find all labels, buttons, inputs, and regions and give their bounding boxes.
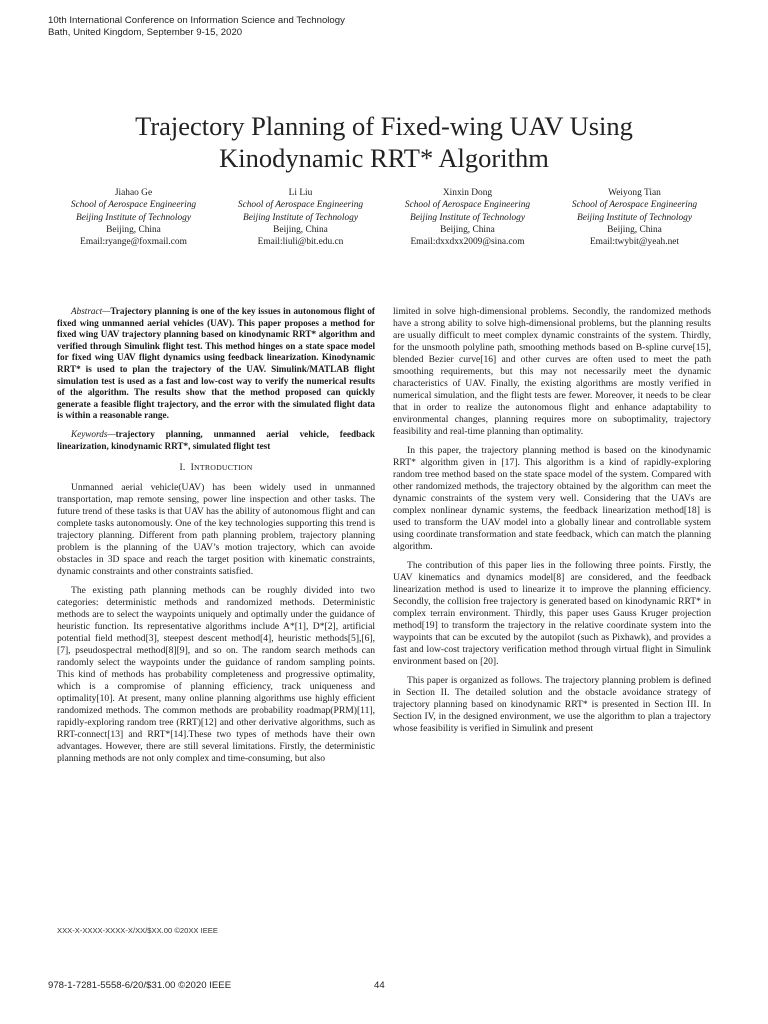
author-institute: Beijing Institute of Technology: [409, 212, 525, 223]
abstract-label: Abstract—: [71, 306, 111, 316]
body-paragraph: limited in solve high-dimensional problems. Secondly, the randomized methods have a strong ability to solve high-dimensional problems, but the planning results are usually difficult to meet complex dynamic constraints of the system. Thirdly, for the unsmooth polyline path, smoothing methods based on B-spline curve[15], blended Bezier curve[16] and other curves are often used to meet the path smoothing requirements, but this may not necessarily meet the dynamic characteristics of UAV. Finally, the existing algorithms are mostly verified in numerical simulation, and the flight tests are fewer. Moreover, it needs to be clear that in order to realize the autonomous flight and enhance adaptability to environmental changes, planning requires more on suboptimality, trajectory feasibility and real-time planning than optimality.: [393, 306, 711, 437]
page-number: 44: [374, 980, 385, 991]
author-department: School of Aerospace Engineering: [237, 200, 364, 211]
section-title-rest: NTRODUCTION: [194, 463, 253, 473]
author-list: [50, 187, 718, 248]
body-paragraph: In this paper, the trajectory planning method is based on the kinodynamic RRT* algorithm given in [17]. This algorithm is a kind of rapidly-exploring random tree method based on the state space model of the system. Compared with other randomized methods, the trajectory obtained by the algorithm can meet the dynamic constraints of the system very well. Considering that the UAVs are complex nonlinear dynamic systems, the feedback linearization method[18] is used to transform the UAV model into a globally linear and controllable system using coordinate transformation and state feedback, which can match the planning algorithm.: [393, 445, 711, 552]
author-department: School of Aerospace Engineering: [571, 200, 698, 211]
author-email: Email:liuli@bit.edu.cn: [257, 237, 344, 248]
author-institute: Beijing Institute of Technology: [576, 212, 692, 223]
author-name: Weiyong Tian: [608, 188, 661, 198]
author-city: Beijing, China: [440, 224, 495, 235]
author-email: Email:dxxdxx2009@sina.com: [410, 237, 525, 248]
author-name: Li Liu: [288, 188, 313, 198]
section-heading-introduction: [57, 462, 375, 474]
conference-name: 10th International Conference on Information Science and Technology: [48, 15, 345, 26]
keywords: [57, 429, 375, 452]
section-initial: I: [190, 462, 195, 474]
body-paragraph: The existing path planning methods can be roughly divided into two categories: deterministic methods and randomized methods. Deterministic methods are to select the waypoints uniquely and optimally under the guidance of heuristic function. Its representative algorithms include A*[1], D*[2], artificial potential field method[3], steepest descent method[4], heuristic methods[5],[6],[7], pseudospectral method[8][9], and so on. The random search methods can randomly select the waypoints under the guidance of random sampling points. This kind of methods has probability completeness and progressive optimality, which is a compromise of planning efficiency, track uniqueness and optimality[10]. At present, many online planning algorithms use highly efficient randomized methods. The common methods are probability roadmap(PRM)[11], rapidly-exploring random tree (RRT)[12] and other derivative algorithms, such as RRT-connect[13] and RRT*[14].These two types of methods have their own advantages. However, there are still several limitations. Firstly, the deterministic planning methods are not only complex and time-consuming, but also: [57, 585, 375, 765]
left-column: [57, 306, 375, 772]
author-block: [217, 187, 384, 248]
author-city: Beijing, China: [273, 224, 328, 235]
author-name: Jiahao Ge: [114, 188, 153, 198]
author-department: School of Aerospace Engineering: [70, 200, 197, 211]
right-column: [393, 306, 711, 742]
paper-title: [0, 110, 768, 174]
author-institute: Beijing Institute of Technology: [75, 212, 191, 223]
author-name: Xinxin Dong: [442, 188, 493, 198]
conference-header: [48, 15, 345, 39]
author-block: [384, 187, 551, 248]
author-institute: Beijing Institute of Technology: [242, 212, 358, 223]
footer-isbn: 978-1-7281-5558-6/20/$31.00 ©2020 IEEE: [48, 980, 232, 991]
author-city: Beijing, China: [607, 224, 662, 235]
abstract: [57, 306, 375, 422]
keywords-text: trajectory planning, unmanned aerial vehicle, feedback linearization, kinodynamic RRT*, simulated flight test: [57, 428, 375, 451]
author-block: [551, 187, 718, 248]
body-paragraph: This paper is organized as follows. The trajectory planning problem is defined in Section II. The detailed solution and the obstacle avoidance strategy of trajectory planning based on kinodynamic RRT* is presented in Section III. In Section IV, in the designed environment, we use the algorithm to plan a trajectory whose feasibility is verified in Simulink and present: [393, 675, 711, 734]
keywords-label: Keywords—: [71, 428, 116, 439]
author-block: [50, 187, 217, 248]
copyright-placeholder: XXX-X-XXXX-XXXX-X/XX/$XX.00 ©20XX IEEE: [57, 926, 218, 935]
author-email: Email:twybit@yeah.net: [589, 237, 680, 248]
abstract-text: Trajectory planning is one of the key issues in autonomous flight of fixed wing unmanned aerial vehicles (UAV). This paper proposes a method for fixed wing UAV trajectory planning based on kinodynamic RRT* algorithm and verified through Simulink flight test. This method hinges on a state space model for fixed wing UAV flight dynamics using feedback linearization. Kinodynamic RRT* is used to plan the trajectory of the UAV. Simulink/MATLAB flight simulation test is used as a fast and low-cost way to verify the numerical results of the algorithm. The results show that the method proposed can quickly generate a feasible flight trajectory, and the error with the simulated flight data is within a reasonable range.: [57, 306, 375, 421]
title-line-2: Kinodynamic RRT* Algorithm: [219, 143, 549, 173]
section-number: I.: [179, 462, 186, 474]
conference-location: Bath, United Kingdom, September 9-15, 2020: [48, 27, 243, 38]
body-paragraph: The contribution of this paper lies in the following three points. Firstly, the UAV kinematics and dynamics model[8] are considered, and the feedback linearization method is used to linearize it to improve the planning efficiency. Secondly, the collision free trajectory is generated based on kinodynamic RRT* in complex terrain environment. Thirdly, this paper uses Gauss Kruger projection method[19] to transform the trajectory in the relative coordinate system into the waypoints that can be excuted by the autopilot (such as Pixhawk), and provides a fast and low-cost trajectory verification method through virtual flight in Simulink environment based on [20].: [393, 560, 711, 667]
author-email: Email:ryange@foxmail.com: [80, 237, 187, 248]
body-paragraph: Unmanned aerial vehicle(UAV) has been widely used in unmanned transportation, map remote sensing, power line inspection and other tasks. The future trend of these tasks is that UAV has the ability of autonomous flight and can complete tasks autonomously. One of the key technologies supporting this trend is trajectory planning. Different from path planning problem, trajectory planning problem is the planning of the UAV’s motion trajectory, which can avoide obstacles in 3D space and reach the target position with kinematic constraints, dynamic constraints and other constraints satisfied.: [57, 482, 375, 578]
title-line-1: Trajectory Planning of Fixed-wing UAV Using: [135, 111, 633, 141]
author-city: Beijing, China: [106, 224, 161, 235]
author-department: School of Aerospace Engineering: [404, 200, 531, 211]
